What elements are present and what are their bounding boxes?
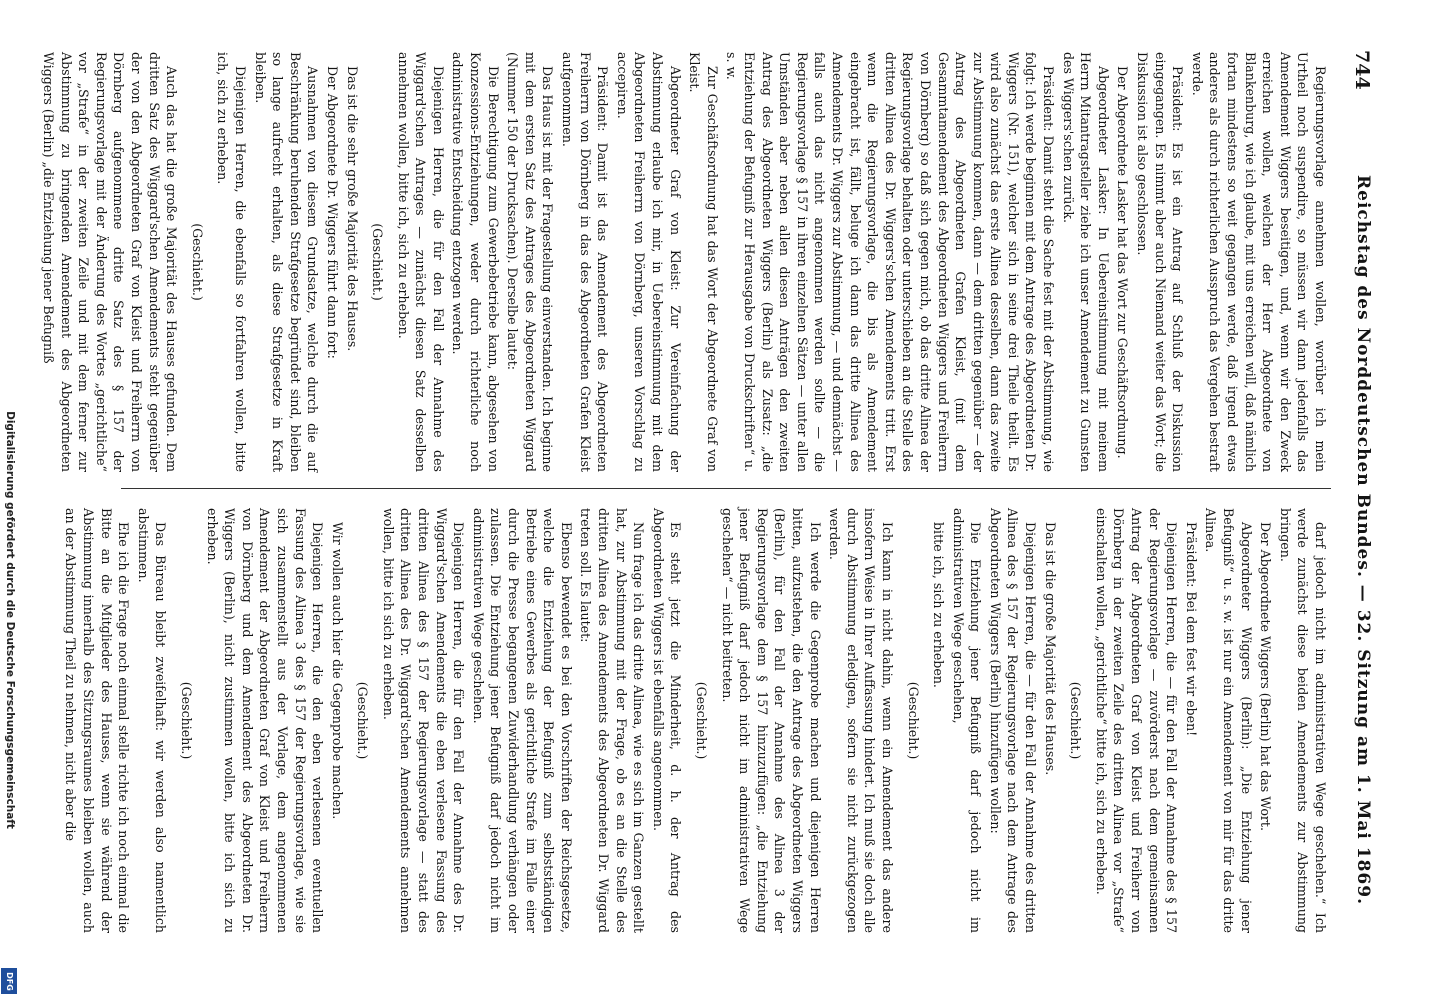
paragraph: Auch das hat die große Majorität des Hauses gefunden. Dem dritten Satz des Wiggard'schen Amendements steht gegenüber der von den Abgeordneten Graf von Kleist und Freiherrn von Dörnberg aufgenommene dritte Satz des § 157 der Regierungsvorlage mit der Änderung des Wortes „gerichtliche“ vor „Strafe“ in der zweiten Zeile und mit dem ferner zur Abstimmung zu bringenden Amendement des Abgeordneten Wiggers (Berlin) „die Entziehung jener Befugniß <box>41 52 180 472</box>
paragraph: Diejenigen Herren, die — für den Fall der Annahme des § 157 der Regierungsvorlage — zuvörderst nach dem gemeinsamen Antrag der Abgeordneten Graf von Kleist und Freiherr von Dörnberg in der zweiten Zeile des dritten Alinea vor „Strafe“ einschalten wollen, „gerichtliche“ bitte ich, sich zu erheben. <box>1093 508 1180 933</box>
paragraph: Der Abgeordnete Lasker hat das Wort zur Geschäftsordnung. <box>1115 66 1131 459</box>
dfg-logo-text: DFG <box>4 971 14 991</box>
paragraph: Präsident: Bei dem fest wir eben! <box>1183 522 1199 737</box>
paragraph: Der Abgeordnete Wiggers (Berlin) hat das Wort. <box>1258 522 1274 832</box>
paragraph: Abgeordneter Wiggers (Berlin): „Die Entziehung jener Befugniß“ u. s. w. ist nur ein Amendement von mir für das dritte Alinea. <box>1203 508 1254 933</box>
paragraph: (Geschieht.) <box>1068 681 1084 760</box>
paragraph: Ebenso bewendet es bei den Vorschriften der Reichsgesetze, welche die Entziehung der Befugniß zum selbstständigen Betriebe eines Gewerbes als gerichtliche Strafe im Falle einer durch die Presse begangenen Zuwiderhandlung verhängen oder zulassen. Die Entziehung jener Befugniß darf jedoch nicht im administrativen Wege geschehen. <box>470 508 574 933</box>
paragraph: Abgeordneter Graf von Kleist: Zur Vereinfachung der Abstimmung erlaube ich mir, in Uebereinstimmung mit dem Abgeordneten Freiherrn von Dörnberg, unseren Vorschlag zu accepiren. <box>614 52 683 472</box>
paragraph: Ausnahmen von diesem Grundsatze, welche durch die auf Beschränkung beruhenden Strafgesetze begründet sind, bleiben so lange aufrecht erhalten, als diese Strafgesetze in Kraft bleiben. <box>252 52 321 472</box>
paragraph: Regierungsvorlage annehmen wollen, worüber ich mein Urtheil noch suspendire, so müssen wir dann jedenfalls das Amendement Wiggers beseitigen, und, wenn wir den Zweck erreichen wollen, welchen der Herr Abgeordnete von Blankenburg, wie ich glaube, mit uns erreichen will, daß nämlich fortan mindestens so weit gegangen werde, daß irgend etwas anderes als durch richterlichen Ausspruch das Vergehen bestraft werde. <box>1189 52 1328 472</box>
paragraph: (Geschieht.) <box>355 681 371 760</box>
paragraph: Zur Geschäftsordnung hat das Wort der Abgeordnete Graf von Kleist. <box>687 52 720 472</box>
paragraph: Ich kann in nicht dahin, wenn ein Amendement das andere insofern Weise in Ihrer Auffassung hindert. Ich muß sie doch alle durch Abstimmung erledigen, sofern sie nicht zurückgezogen werden. <box>827 508 895 933</box>
paragraph: Präsident: Es ist ein Antrag auf Schluß der Diskussion eingegangen. Es nimmt aber auch Niemand weiter das Wort; die Diskussion ist also geschlossen. <box>1135 52 1186 472</box>
paragraph: Die Entziehung jener Befugniß darf jedoch nicht im administrativen Wege geschehen, <box>950 508 984 933</box>
paragraph: (Geschieht.) <box>178 681 194 760</box>
paragraph: Das Büreau bleibt zweifelhaft: wir werden also namentlich abstimmen. <box>135 508 169 933</box>
right-column <box>63 508 1329 933</box>
paragraph: (Geschieht.) <box>370 223 386 301</box>
paragraph: Diejenigen Herren, die für den Fall der Annahme des Dr. Wiggard'schen Amendements die eben verlesene Fassung des dritten Alinea des § 157 der Regierungsvorlage — statt des dritten Alinea des Dr. Wiggard'schen Amendements annehmen wollen, bitte ich sich zu erheben. <box>380 508 467 933</box>
running-title: Reichstag des Norddeutschen Bundes. — 32. Sitzung am 1. Mai 1869. <box>1353 175 1373 905</box>
page-number: 744 <box>1351 50 1373 90</box>
paragraph: Nun frage ich das dritte Alinea, wie es sich im Ganzen gestellt hat, zur Abstimmung mit der Frage, ob es an die Stelle des dritten Alinea des Amendements des Abgeordneten Dr. Wiggard treten soll. Es lautet: <box>578 508 647 933</box>
digitization-sidebar <box>0 0 20 1000</box>
paragraph: Das Haus ist mit der Fragestellung einverstanden. Ich beginne mit dem ersten Satz des Antrages des Abgeordneten Wiggard (Nummer 150 der Drucksachen). Derselbe lautet: <box>505 52 556 472</box>
paragraph: bitte ich, sich zu erheben. <box>931 522 947 688</box>
paragraph: Präsident: Damit ist das Amendement des Abgeordneten Freiherrn von Dörnberg in das des Abgeordneten Grafen Kleist aufgenommen. <box>560 52 611 472</box>
paragraph: (Geschieht.) <box>694 681 709 760</box>
paragraph: Die Berechtigung zum Gewerbebetriebe kann, abgesehen von Konzessions-Entziehungen, weder durch richterliche noch administrative Entscheidung entzogen werden. <box>450 52 501 472</box>
scanned-page <box>41 30 1381 970</box>
paragraph: Der Abgeordnete Dr. Wiggers führt dann fort: <box>324 66 340 359</box>
page-header <box>1339 50 1373 950</box>
paragraph: darf jedoch nicht im administrativen Wege geschehen.“ Ich werde zunächst diese beiden Amendements zur Abstimmung bringen. <box>1277 508 1328 933</box>
paragraph: Ich werde die Gegenprobe machen und diejenigen Herren bitten, aufzustehen, die den Antrage des Abgeordneten Wiggers (Berlin), für den Fall der Annahme des Alinea 3 der Regierungsvorlage dem § 157 hinzuzufügen: „die Entziehung jener Befugniß darf jedoch nicht im administrativen Wege geschehen“ — nicht beitreten. <box>719 508 823 933</box>
paragraph: Diejenigen Herren, die ebenfalls so fortfahren wollen, bitte ich, sich zu erheben. <box>215 52 248 472</box>
paragraph: (Geschieht.) <box>905 681 921 760</box>
paragraph: Diejenigen Herren, die — für den Fall der Annahme des dritten Alinea des § 157 der Regierungsvorlage nach dem Antrage des Abgeordneten Wiggers (Berlin) hinzufügen wollen: <box>987 508 1039 933</box>
paragraph: Das ist die große Majorität des Hauses. <box>1042 522 1058 776</box>
paragraph: Diejenigen Herren, die den eben verlesenen eventuellen Fassung des Alinea 3 des § 157 der Regierungsvorlage, wie sie sich zusammenstellt aus der Vorlage, dem angenommenen Amendement der Abgeordneten Graf von Kleist und Freiherrn von Dörnberg und dem Amendement des Abgeordneten Dr. Wiggers (Berlin), nicht zustimmen wollen, bitte ich sich zu erheben. <box>204 508 326 933</box>
dfg-logo <box>1 968 17 994</box>
paragraph: Abgeordneter Lasker: In Uebereinstimmung mit meinem Herrn Mitantragsteller ziehe ich unser Amendement zu Gunsten des Wiggers'schen zurück. <box>1060 52 1111 472</box>
paragraph: (Geschieht.) <box>189 223 205 301</box>
paragraph: Wir wollen auch hier die Gegenprobe machen. <box>329 522 345 820</box>
paragraph: Das ist die sehr große Majorität des Hauses. <box>344 66 360 352</box>
column-divider <box>121 488 1331 489</box>
paragraph: Ehe ich die Frage noch einmal stelle richte ich noch einmal die Bitte an die Mitglieder des Hauses, wenn sie während der Abstimmung innerhalb des Sitzungsraumes bleiben wollen, auch an der Abstimmung Theil zu nehmen, nicht aber die <box>63 508 132 933</box>
paragraph: Präsident: Damit steht die Sache fest mit der Abstimmung, wie folgt: Ich werde beginnen mit dem Antrage des Abgeordneten Dr. Wiggers (Nr. 151), welcher sich in seine drei Theile theilt. Es wird also zunächst das erste Alinea desselben, dann das zweite zur Abstimmung kommen, dann — dem dritten gegenüber — der Antrag des Abgeordneten Grafen Kleist, (mit dem Gesammtamendement des Abgeordneten Wiggers und Freiherrn von Dörnberg) so daß sich gegen mich, ob das dritte Alinea der Regierungsvorlage behalten oder unterschieben an die Stelle des dritten Alinea des Dr. Wiggers'schen Amendements tritt. Erst wenn die Regierungsvorlage, die bis als Amendement eingebracht ist, fällt, beluge ich dann das dritte Alinea des Amendements Dr. Wiggers zur Abstimmung, — und demnächst — falls auch das nicht angenommen werden sollte — die Regierungsvorlage § 157 in ihren einzelnen Sätzen — unter allen Umständen aber neben allen diesen Anträgen den zweiten Antrag des Abgeordneten Wiggers (Berlin) als Zusatz: „die Entziehung der Befugniß zur Herausgabe von Druckschriften“ u. s. w. <box>724 52 1057 472</box>
left-column <box>41 52 1329 472</box>
funding-credit: Digitalisierung gefördert durch die Deutsche Forschungsgemeinschaft <box>4 411 16 829</box>
paragraph: Es steht jetzt die Minderheit, d. h. der Antrag des Abgeordneten Wiggers ist ebenfalls angenommen. <box>650 508 684 933</box>
paragraph: Diejenigen Herren, die für den Fall der Annahme des Wiggard'schen Antrages — zunächst diesen Satz desselben annehmen wollen, bitte ich, sich zu erheben. <box>395 52 446 472</box>
